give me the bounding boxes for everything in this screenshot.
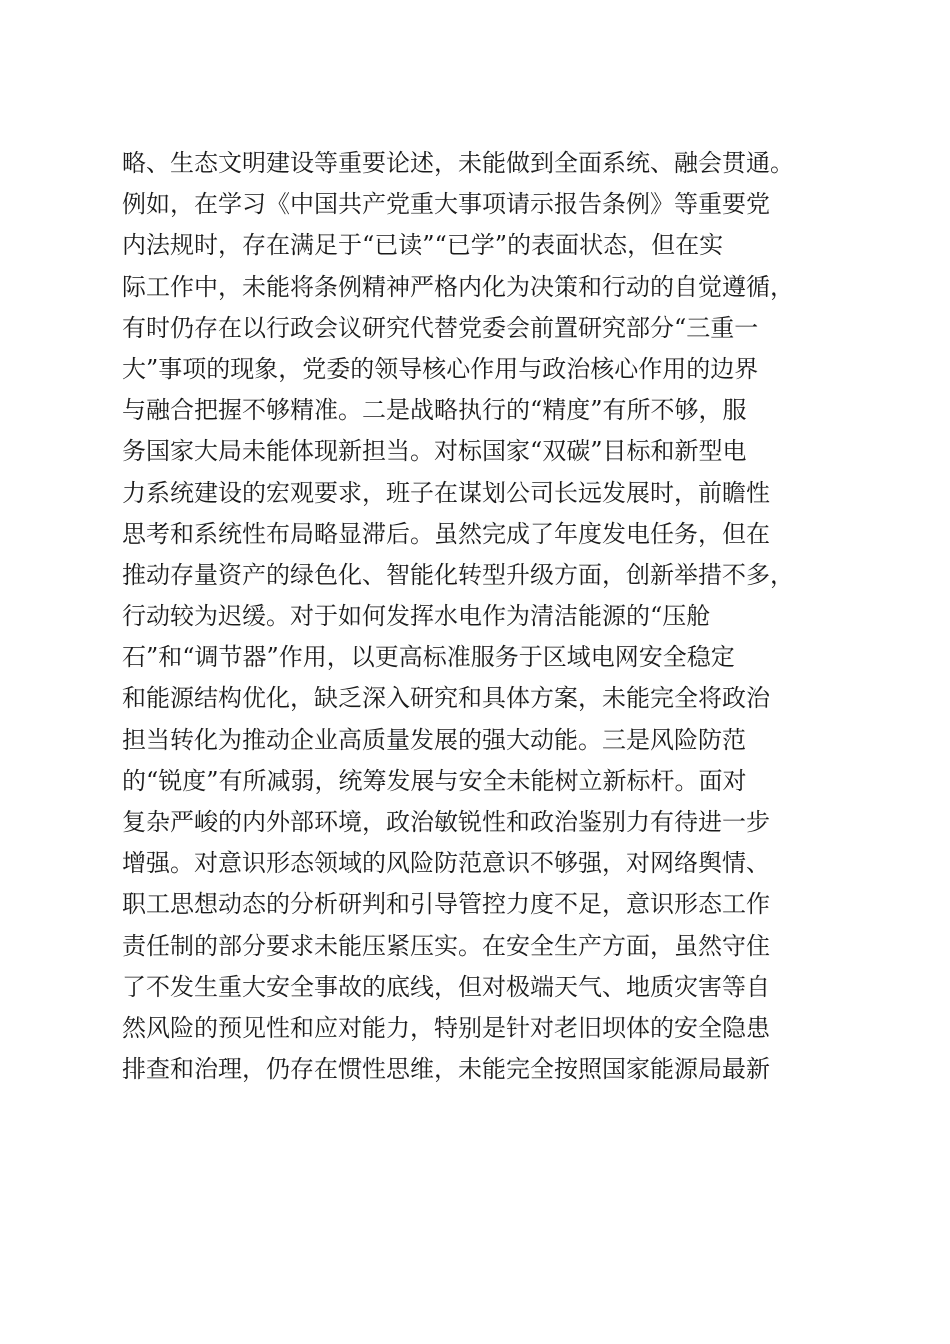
text-line: 责任制的部分要求未能压紧压实。在安全生产方面，虽然守住 bbox=[122, 931, 770, 960]
text-line: 复杂严峻的内外部环境，政治敏锐性和政治鉴别力有待进一步 bbox=[122, 808, 770, 836]
text-line: 略、生态文明建设等重要论述，未能做到全面系统、融会贯通。 bbox=[122, 149, 794, 177]
text-line: 担当转化为推动企业高质量发展的强大动能。三是风险防范 bbox=[122, 725, 746, 754]
text-line: 增强。对意识形态领域的风险防范意识不够强，对网络舆情、 bbox=[122, 849, 770, 878]
body-text bbox=[122, 143, 834, 1090]
text-line: 与融合把握不够精准。二是战略执行的“精度”有所不够，服 bbox=[122, 396, 747, 425]
text-line: 排查和治理，仍存在惯性思维，未能完全按照国家能源局最新 bbox=[122, 1055, 770, 1084]
text-line: 有时仍存在以行政会议研究代替党委会前置研究部分“三重一 bbox=[122, 313, 759, 342]
text-line: 和能源结构优化，缺乏深入研究和具体方案，未能完全将政治 bbox=[122, 684, 770, 713]
text-line: 际工作中，未能将条例精神严格内化为决策和行动的自觉遵循， bbox=[122, 272, 794, 301]
text-line: 思考和系统性布局略显滞后。虽然完成了年度发电任务，但在 bbox=[122, 519, 770, 548]
text-line: 职工思想动态的分析研判和引导管控力度不足，意识形态工作 bbox=[122, 890, 770, 919]
text-line: 例如，在学习《中国共产党重大事项请示报告条例》等重要党 bbox=[122, 190, 770, 219]
text-line: 然风险的预见性和应对能力，特别是针对老旧坝体的安全隐患 bbox=[122, 1013, 770, 1042]
text-line: 大”事项的现象，党委的领导核心作用与政治核心作用的边界 bbox=[122, 354, 759, 383]
text-line: 务国家大局未能体现新担当。对标国家“双碳”目标和新型电 bbox=[122, 437, 747, 466]
text-line: 石”和“调节器”作用，以更高标准服务于区域电网安全稳定 bbox=[122, 643, 735, 672]
text-line: 内法规时，存在满足于“已读”“已学”的表面状态，但在实 bbox=[122, 231, 724, 260]
text-line: 行动较为迟缓。对于如何发挥水电作为清洁能源的“压舱 bbox=[122, 602, 711, 631]
text-line: 了不发生重大安全事故的底线，但对极端天气、地质灾害等自 bbox=[122, 972, 770, 1001]
text-line: 推动存量资产的绿色化、智能化转型升级方面，创新举措不多， bbox=[122, 560, 794, 589]
text-line: 力系统建设的宏观要求，班子在谋划公司长远发展时，前瞻性 bbox=[122, 478, 770, 507]
text-line: 的“锐度”有所减弱，统筹发展与安全未能树立新标杆。面对 bbox=[122, 766, 747, 795]
